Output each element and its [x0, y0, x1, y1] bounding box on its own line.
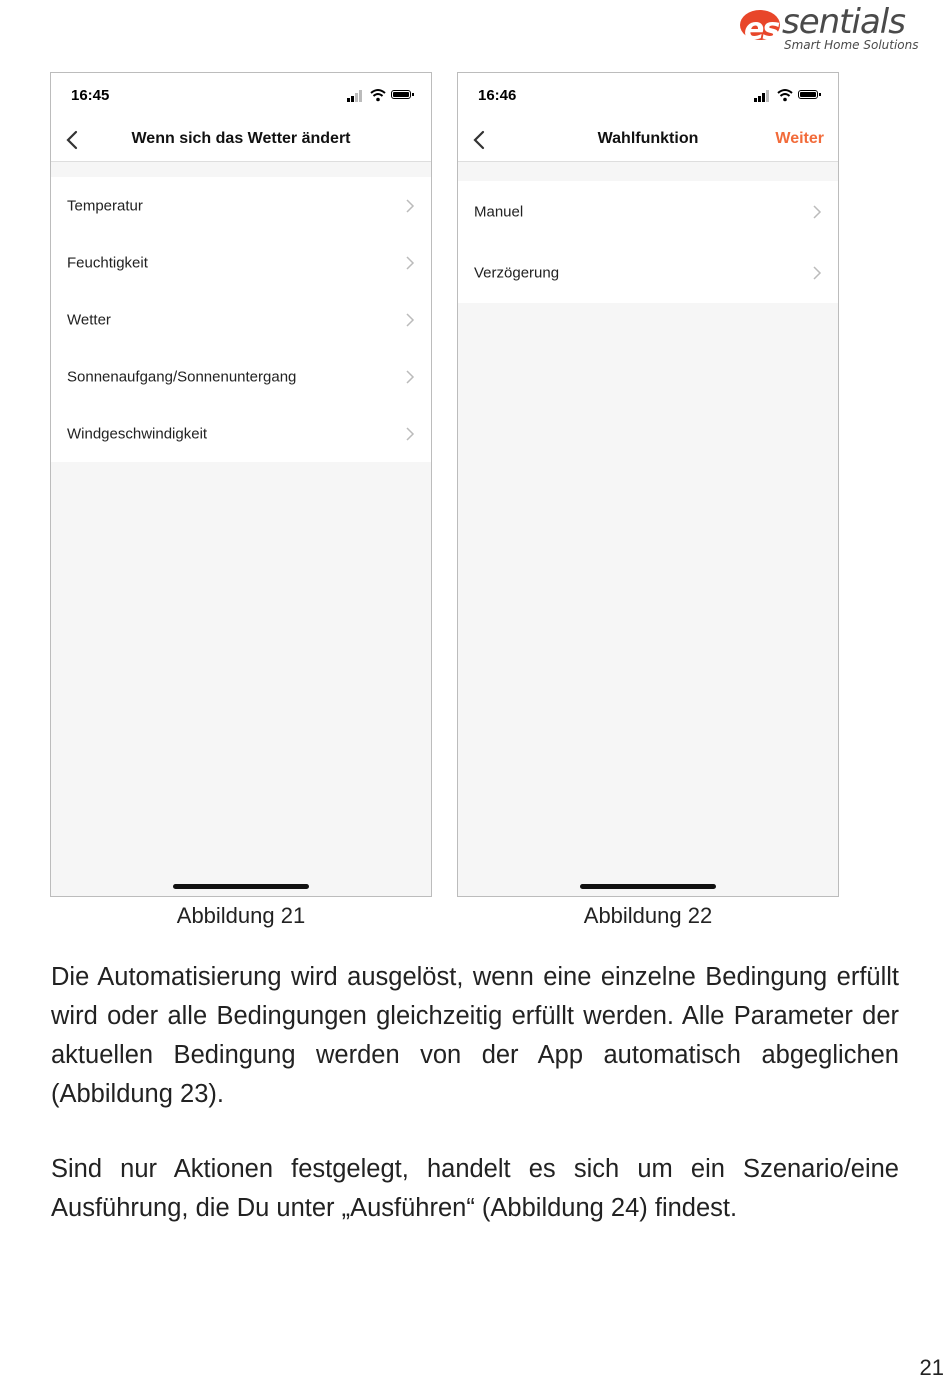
signal-bar [766, 90, 769, 102]
signal-bar [351, 96, 354, 102]
list-item-wetter[interactable] [51, 291, 431, 348]
wifi-icon [777, 88, 793, 102]
signal-icon [347, 98, 350, 102]
wifi-icon [370, 88, 386, 102]
list-item-temperatur[interactable] [51, 177, 431, 234]
list-item-label: Windgeschwindigkeit [67, 425, 208, 442]
signal-icon [754, 98, 757, 102]
list-item-label: Sonnenaufgang/Sonnenuntergang [67, 368, 297, 385]
logo-wordmark: sentials [782, 2, 905, 42]
list-item-label: Feuchtigkeit [67, 254, 148, 271]
status-time: 16:45 [71, 87, 110, 104]
nav-bar [458, 119, 838, 162]
figure-caption-21: Abbildung 21 [176, 903, 306, 928]
chevron-right-icon [405, 369, 415, 385]
list-item-label: Wetter [67, 311, 111, 328]
page-number: 21 [919, 1355, 944, 1380]
body-paragraph-1: Die Automatisierung wird ausgelöst, wenn eine einzelne Bedingung erfüllt wird oder alle Bedingungen gleichzeitig erfüllt werden. Alle Parameter der aktuellen Bedingung werden von der App automatisch abgeglichen (Abbildung 23). [51, 963, 899, 1108]
status-bar [51, 73, 431, 119]
figure-caption-22: Abbildung 22 [583, 903, 713, 928]
brand-logo [738, 2, 919, 52]
list-item-label: Manuel [474, 203, 524, 220]
status-bar [458, 73, 838, 119]
logo-tagline: Smart Home Solutions [784, 38, 919, 52]
phone-screenshot-2 [457, 72, 839, 897]
list-item-manuel[interactable] [458, 181, 838, 242]
signal-bar [758, 96, 761, 102]
status-icons [754, 88, 824, 102]
signal-bar [355, 93, 358, 102]
signal-bar [359, 90, 362, 102]
list-item-verzoegerung[interactable] [458, 242, 838, 303]
nav-title: Wahlfunktion [597, 130, 699, 147]
list-item-label: Temperatur [67, 197, 143, 214]
phone-screenshot-1 [50, 72, 432, 897]
body-paragraph-2: Sind nur Aktionen festgelegt, handelt es sich um ein Szenario/eine Ausführung, die Du unter „Ausführen“ (Abbildung 24) findest. [51, 1155, 899, 1222]
logo-mark [740, 10, 780, 47]
nav-bar [51, 119, 431, 162]
chevron-right-icon [405, 312, 415, 328]
list-item-windgeschwindigkeit[interactable] [51, 405, 431, 462]
logo-mark-text: es [744, 12, 779, 47]
next-button[interactable]: Weiter [775, 130, 824, 147]
list-item-feuchtigkeit[interactable] [51, 234, 431, 291]
battery-icon [798, 90, 818, 99]
chevron-right-icon [405, 255, 415, 271]
chevron-right-icon [405, 426, 415, 442]
status-time: 16:46 [478, 87, 517, 104]
nav-title: Wenn sich das Wetter ändert [131, 130, 351, 147]
home-indicator [173, 884, 309, 889]
chevron-right-icon [812, 204, 822, 220]
list-item-sonnenaufgang[interactable] [51, 348, 431, 405]
status-icons [347, 88, 417, 102]
home-indicator [580, 884, 716, 889]
battery-icon [391, 90, 411, 99]
chevron-right-icon [405, 198, 415, 214]
list-item-label: Verzögerung [474, 264, 560, 281]
chevron-right-icon [812, 265, 822, 281]
function-list [458, 181, 838, 303]
signal-bar [762, 93, 765, 102]
condition-list [51, 177, 431, 462]
